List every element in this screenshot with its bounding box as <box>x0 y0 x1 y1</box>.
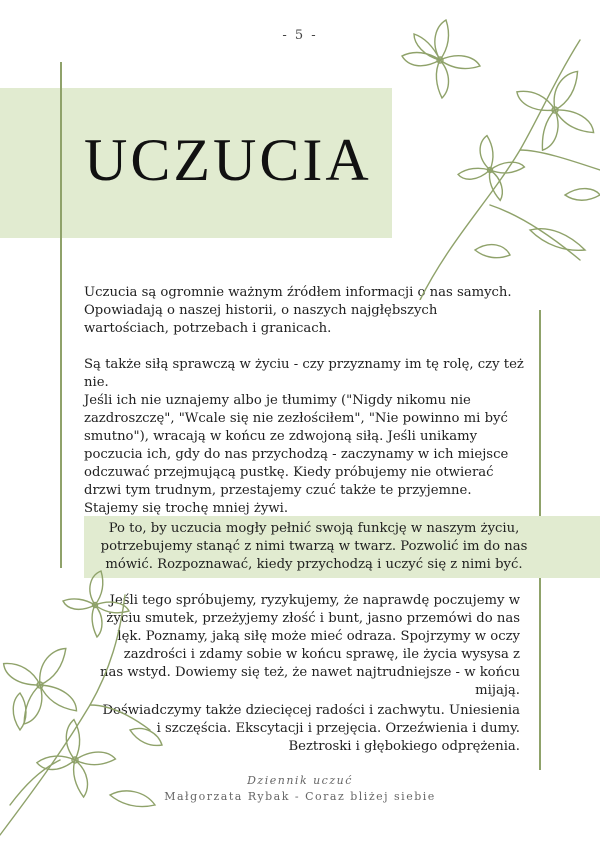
page-title: UCZUCIA <box>84 127 372 193</box>
credit-author: Małgorzata Rybak - Coraz bliżej siebie <box>164 790 436 803</box>
paragraph-risk: Jeśli tego spróbujemy, ryzykujemy, że naprawdę poczujemy w życiu smutek, przeżyjemy złość i bunt, jasno przemówi do nas lęk. Poznamy, jaką siłę może mieć odraza. Spojrzymy w oczy zazdrości i zdamy sobie w końcu sprawę, ile życia wysysa z nas wstyd. Dowiemy się też, że nawet najtrudniejsze - w końcu mijają. <box>100 593 520 698</box>
highlighted-quote: Po to, by uczucia mogły pełnić swoją funkcję w naszym życiu, potrzebujemy stanąć z nimi twarzą w twarz. Pozwolić im do nas mówić. Rozpoznawać, kiedy przychodzą i uczyć się z nimi być. <box>100 521 528 572</box>
floral-top-right-icon <box>380 0 600 300</box>
floral-bottom-left-icon <box>0 555 170 849</box>
paragraph-force-text: Są także siłą sprawczą w życiu - czy przyznamy im tę rolę, czy też nie. <box>84 357 524 390</box>
paragraph-intro-text: Uczucia są ogromnie ważnym źródłem informacji o nas samych. Opowiadają o naszej historii, o naszych najgłębszych wartościach, potrzebach i granicach. <box>84 285 512 336</box>
page-number: - 5 - <box>282 28 318 43</box>
paragraph-suppression <box>84 392 524 518</box>
paragraph-suppression-text: Jeśli ich nie uznajemy albo je tłumimy ("Nigdy nikomu nie zazdroszczę", "Wcale się nie zezłościłem", "Nie powinno mi być smutno"), wracają w końcu ze zdwojoną siłą. Jeśli unikamy poczucia ich, gdy do nas przychodzą - zaczynamy w ich miejsce odczuwać przejmującą pustkę. Kiedy próbujemy nie otwierać drzwi tym trudnym, przestajemy czuć także te przyjemne. Stajemy się trochę mniej żywi. <box>84 393 509 516</box>
paragraph-joy: Doświadczymy także dziecięcej radości i zachwytu. Uniesienia i szczęścia. Ekscytacji i przejęcia. Orzeźwienia i dumy. Beztroski i głębokiego odprężenia. <box>102 703 520 754</box>
paragraph-force <box>84 356 524 392</box>
left-vertical-line <box>60 62 62 568</box>
credit-journal-title: Dziennik uczuć <box>247 774 353 787</box>
